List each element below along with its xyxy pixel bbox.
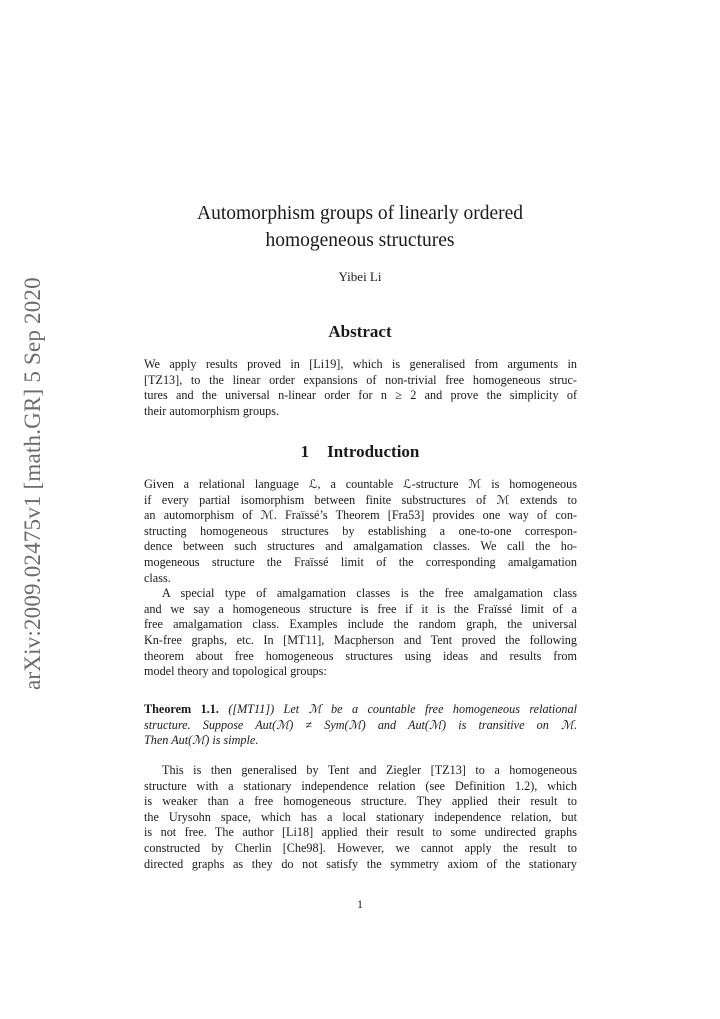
paragraph-line: is weaker than a free homogeneous structure. They applied their result to xyxy=(144,794,577,809)
paragraph-line: This is then generalised by Tent and Ziegler [TZ13] to a homogeneous xyxy=(162,763,577,777)
theorem-line: structure. Suppose Aut(ℳ) ≠ Sym(ℳ) and Aut(ℳ) is transitive on ℳ. xyxy=(144,717,577,732)
paragraph-line: if every partial isomorphism between finite substructures of ℳ extends to xyxy=(144,492,577,507)
title-line: homogeneous structures xyxy=(265,230,455,251)
paragraph-line: constructed by Cherlin [Che98]. However, we cannot apply the result to xyxy=(144,840,577,855)
theorem-line: Then Aut(ℳ) is simple. xyxy=(144,733,259,748)
page-number: 1 xyxy=(357,897,363,911)
section-number: 1 xyxy=(300,442,310,461)
theorem-text: ([MT11]) Let ℳ be a countable free homogeneous relational xyxy=(228,702,577,716)
paragraph-line: Kn-free graphs, etc. In [MT11], Macpherson and Tent proved the following xyxy=(144,632,577,647)
paragraph-line: model theory and topological groups: xyxy=(144,664,327,679)
section-title: Introduction xyxy=(327,442,420,461)
paragraph-line: an automorphism of ℳ. Fraïssé’s Theorem [Fra53] provides one way of con- xyxy=(144,508,577,523)
paragraph-line: structing homogeneous structures by establishing a one-to-one correspon- xyxy=(144,523,577,538)
abstract-line: tures and the universal n-linear order for n ≥ 2 and prove the simplicity of xyxy=(144,388,577,403)
title-line: Automorphism groups of linearly ordered xyxy=(196,203,523,224)
abstract-line: their automorphism groups. xyxy=(144,403,280,418)
theorem-line xyxy=(144,702,577,718)
paragraph-line: theorem about free homogeneous structures using ideas and results from xyxy=(144,648,577,663)
introduction-body xyxy=(144,477,577,680)
paragraph-line: class. xyxy=(144,570,171,585)
author-name: Yibei Li xyxy=(338,269,382,284)
abstract-line: [TZ13], to the linear order expansions of non-trivial free homogeneous struc- xyxy=(144,372,577,387)
paragraph-line: dence between such structures and amalgamation classes. We call the ho- xyxy=(144,539,577,554)
paragraph-line: structure with a stationary independence relation (see Definition 1.2), which xyxy=(144,778,577,793)
paragraph-line: mogeneous structure the Fraïssé limit of the corresponding amalgamation xyxy=(144,554,577,569)
theorem-block xyxy=(144,702,577,749)
abstract-body xyxy=(144,357,577,419)
paragraph-line: directed graphs as they do not satisfy the symmetry axiom of the stationary xyxy=(144,856,577,871)
paper-title xyxy=(144,200,576,254)
abstract-line: We apply results proved in [Li19], which is generalised from arguments in xyxy=(144,357,577,371)
section-heading xyxy=(144,442,576,462)
abstract-heading: Abstract xyxy=(328,322,392,341)
paragraph-line: and we say a homogeneous structure is free if it is the Fraïssé limit of a xyxy=(144,601,577,616)
arxiv-stamp: arXiv:2009.02475v1 [math.GR] 5 Sep 2020 xyxy=(20,277,45,690)
paragraph-line: Given a relational language ℒ, a countable ℒ-structure ℳ is homogeneous xyxy=(144,477,577,491)
paragraph-line: the Urysohn space, which has a local stationary independence relation, but xyxy=(144,809,577,824)
theorem-label: Theorem 1.1. xyxy=(144,702,219,716)
paragraph-line: is not free. The author [Li18] applied their result to some undirected graphs xyxy=(144,825,577,840)
paragraph-body xyxy=(144,763,577,872)
paragraph-line: A special type of amalgamation classes is the free amalgamation class xyxy=(162,586,577,601)
paragraph-line: free amalgamation class. Examples include the random graph, the universal xyxy=(144,617,577,632)
